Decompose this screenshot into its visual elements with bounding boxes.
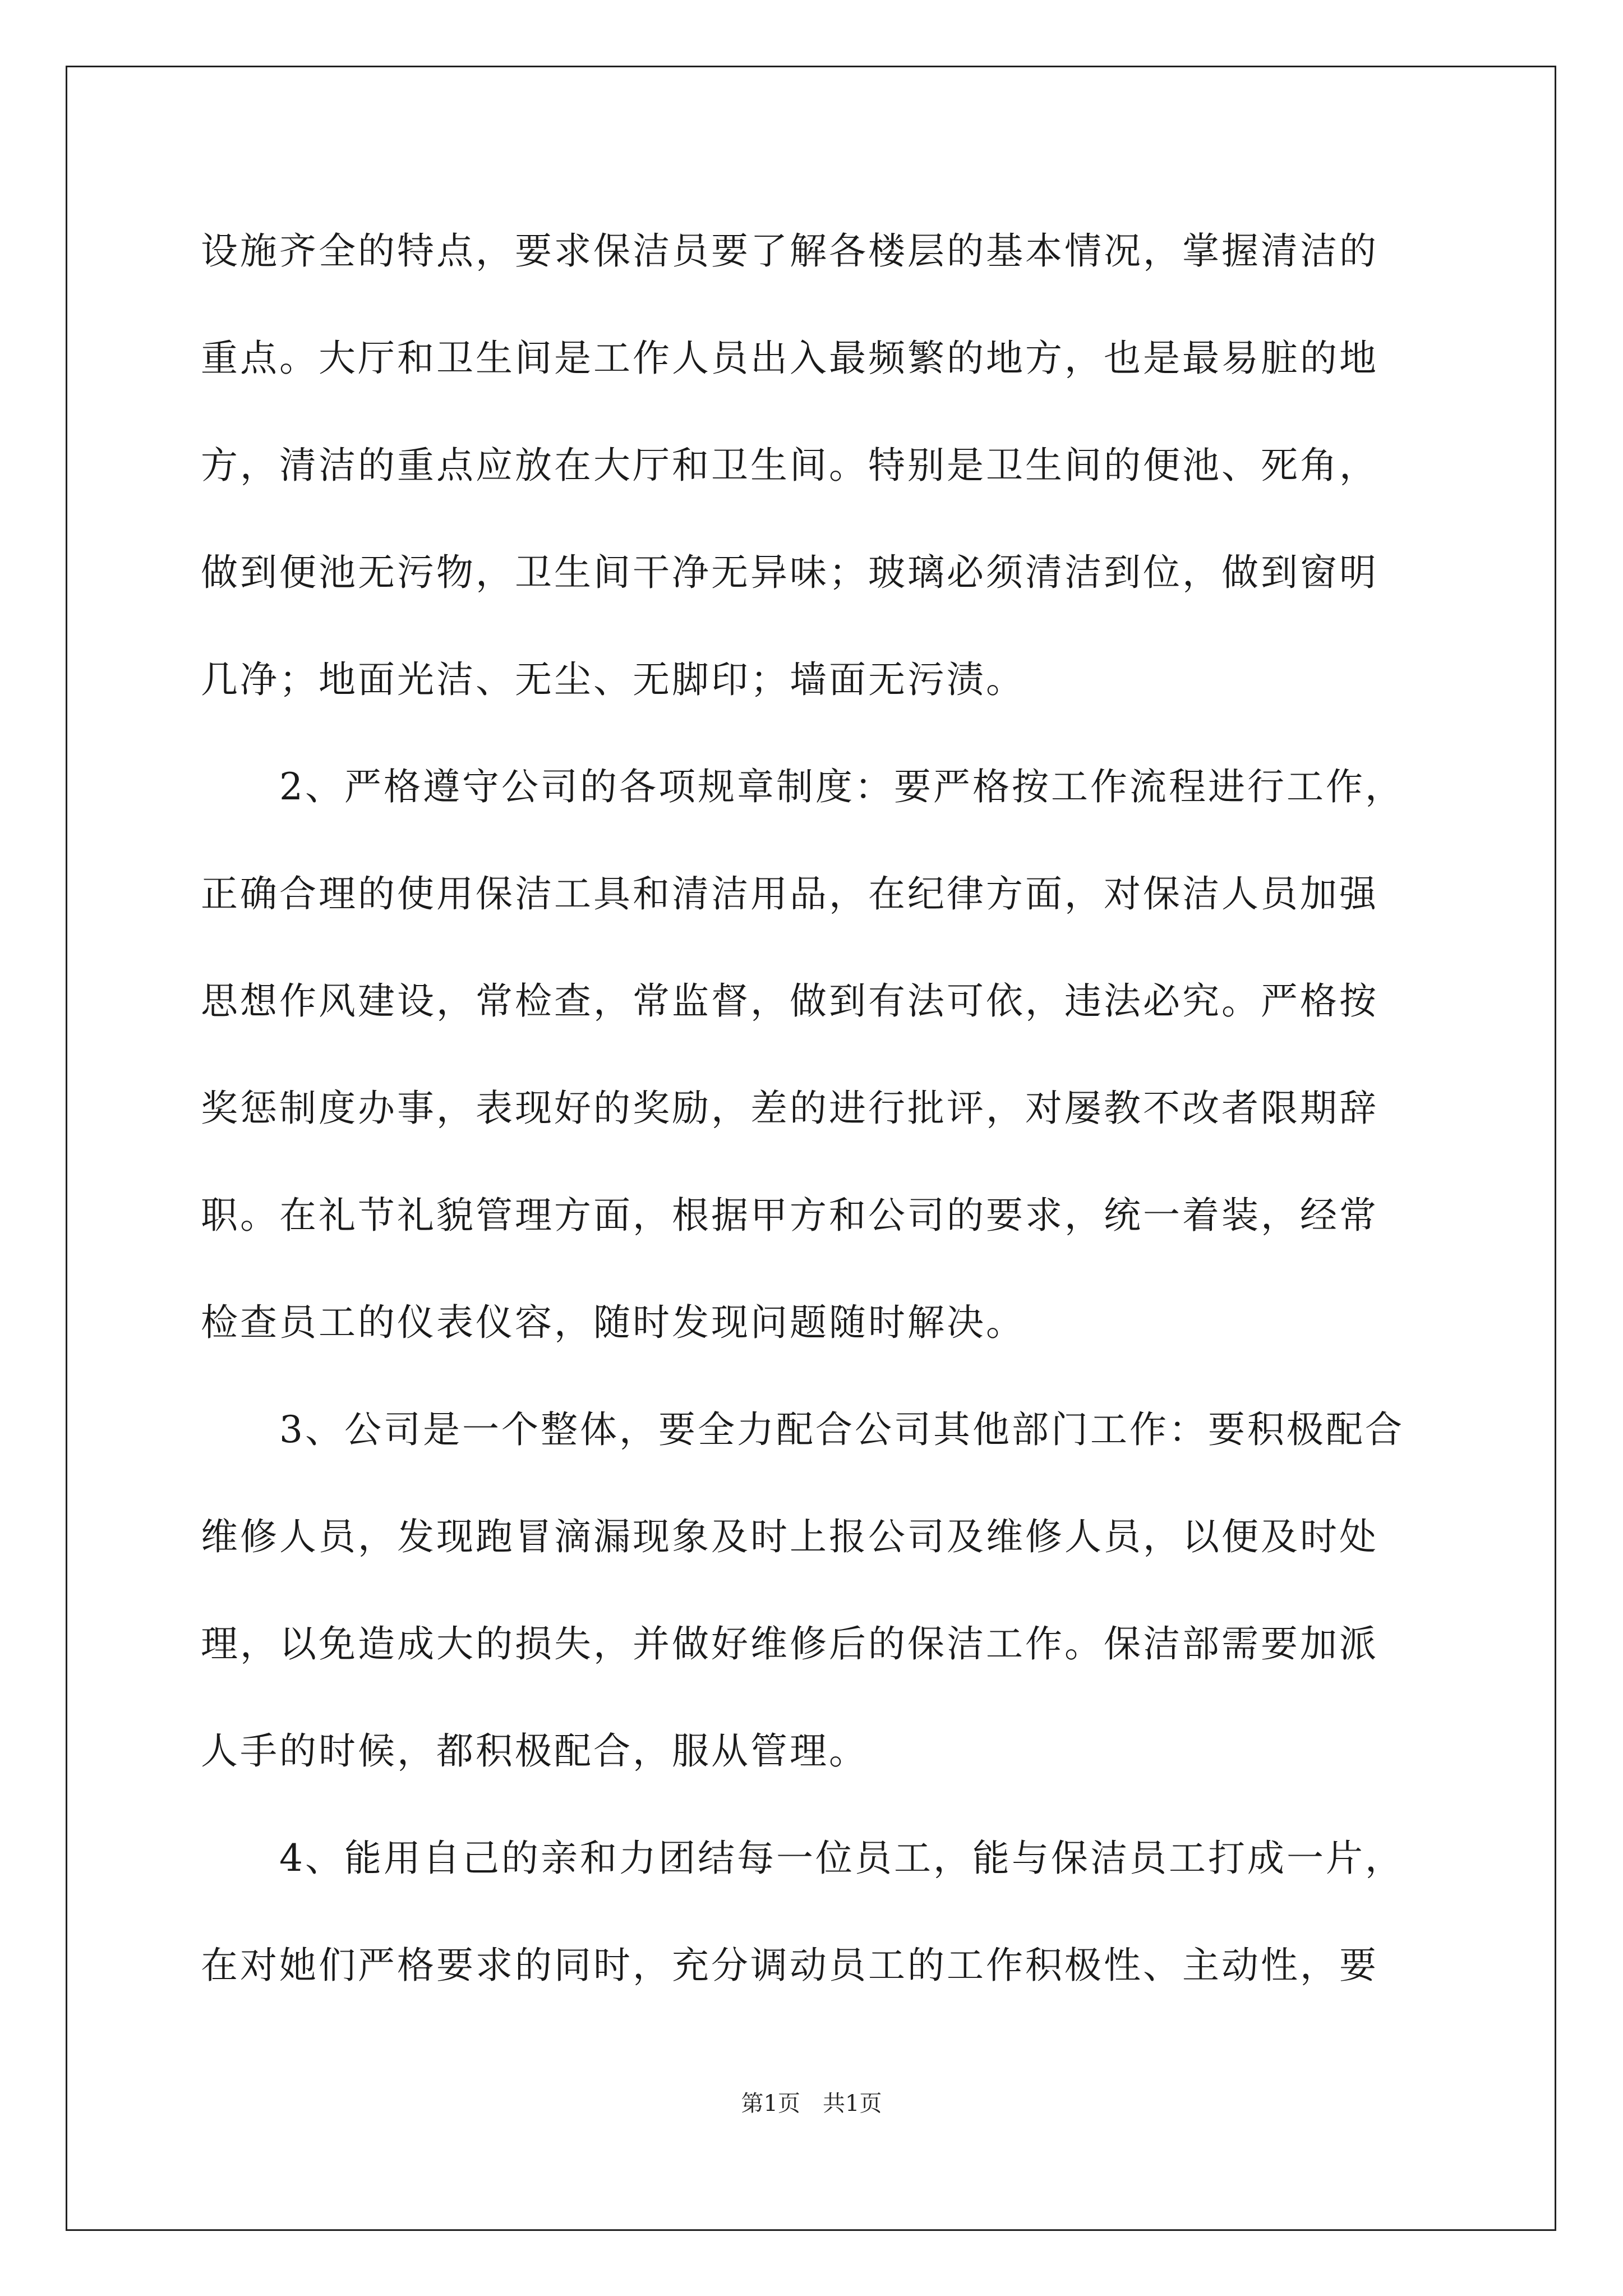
text-line: 思想作风建设，常检查，常监督，做到有法可依，违法必究。严格按 [201,979,1378,1023]
text-line: 奖惩制度办事，表现好的奖励，差的进行批评，对屡教不改者限期辞 [201,1087,1378,1130]
text-line: 正确合理的使用保洁工具和清洁用品，在纪律方面，对保洁人员加强 [201,872,1378,915]
text-line: 理，以免造成大的损失，并做好维修后的保洁工作。保洁部需要加派 [201,1622,1378,1665]
text-line: 设施齐全的特点，要求保洁员要了解各楼层的基本情况，掌握清洁的 [201,229,1378,273]
text-line: 几净；地面光洁、无尘、无脚印；墙面无污渍。 [201,658,1025,701]
text-line: 检查员工的仪表仪容，随时发现问题随时解决。 [201,1301,1025,1344]
text-line: 重点。大厅和卫生间是工作人员出入最频繁的地方，也是最易脏的地 [201,337,1378,380]
text-line: 方，清洁的重点应放在大厅和卫生间。特别是卫生间的便池、死角， [201,444,1378,487]
paragraph-2-line: 2、严格遵守公司的各项规章制度：要严格按工作流程进行工作， [201,765,1404,808]
paragraph-4-line: 4、能用自己的亲和力团结每一位员工，能与保洁员工打成一片， [201,1837,1404,1880]
text-line: 维修人员，发现跑冒滴漏现象及时上报公司及维修人员，以便及时处 [201,1515,1378,1558]
text-line: 做到便池无污物，卫生间干净无异味；玻璃必须清洁到位，做到窗明 [201,551,1378,594]
text-line: 职。在礼节礼貌管理方面，根据甲方和公司的要求，统一着装，经常 [201,1194,1378,1237]
page-number-footer: 第1页 共1页 [741,2091,882,2116]
text-line: 在对她们严格要求的同时，充分调动员工的工作积极性、主动性，要 [201,1944,1378,1987]
document-body [201,212,1435,2033]
text-line: 人手的时候，都积极配合，服从管理。 [201,1729,868,1773]
paragraph-3-line: 3、公司是一个整体，要全力配合公司其他部门工作：要积极配合 [201,1408,1404,1451]
